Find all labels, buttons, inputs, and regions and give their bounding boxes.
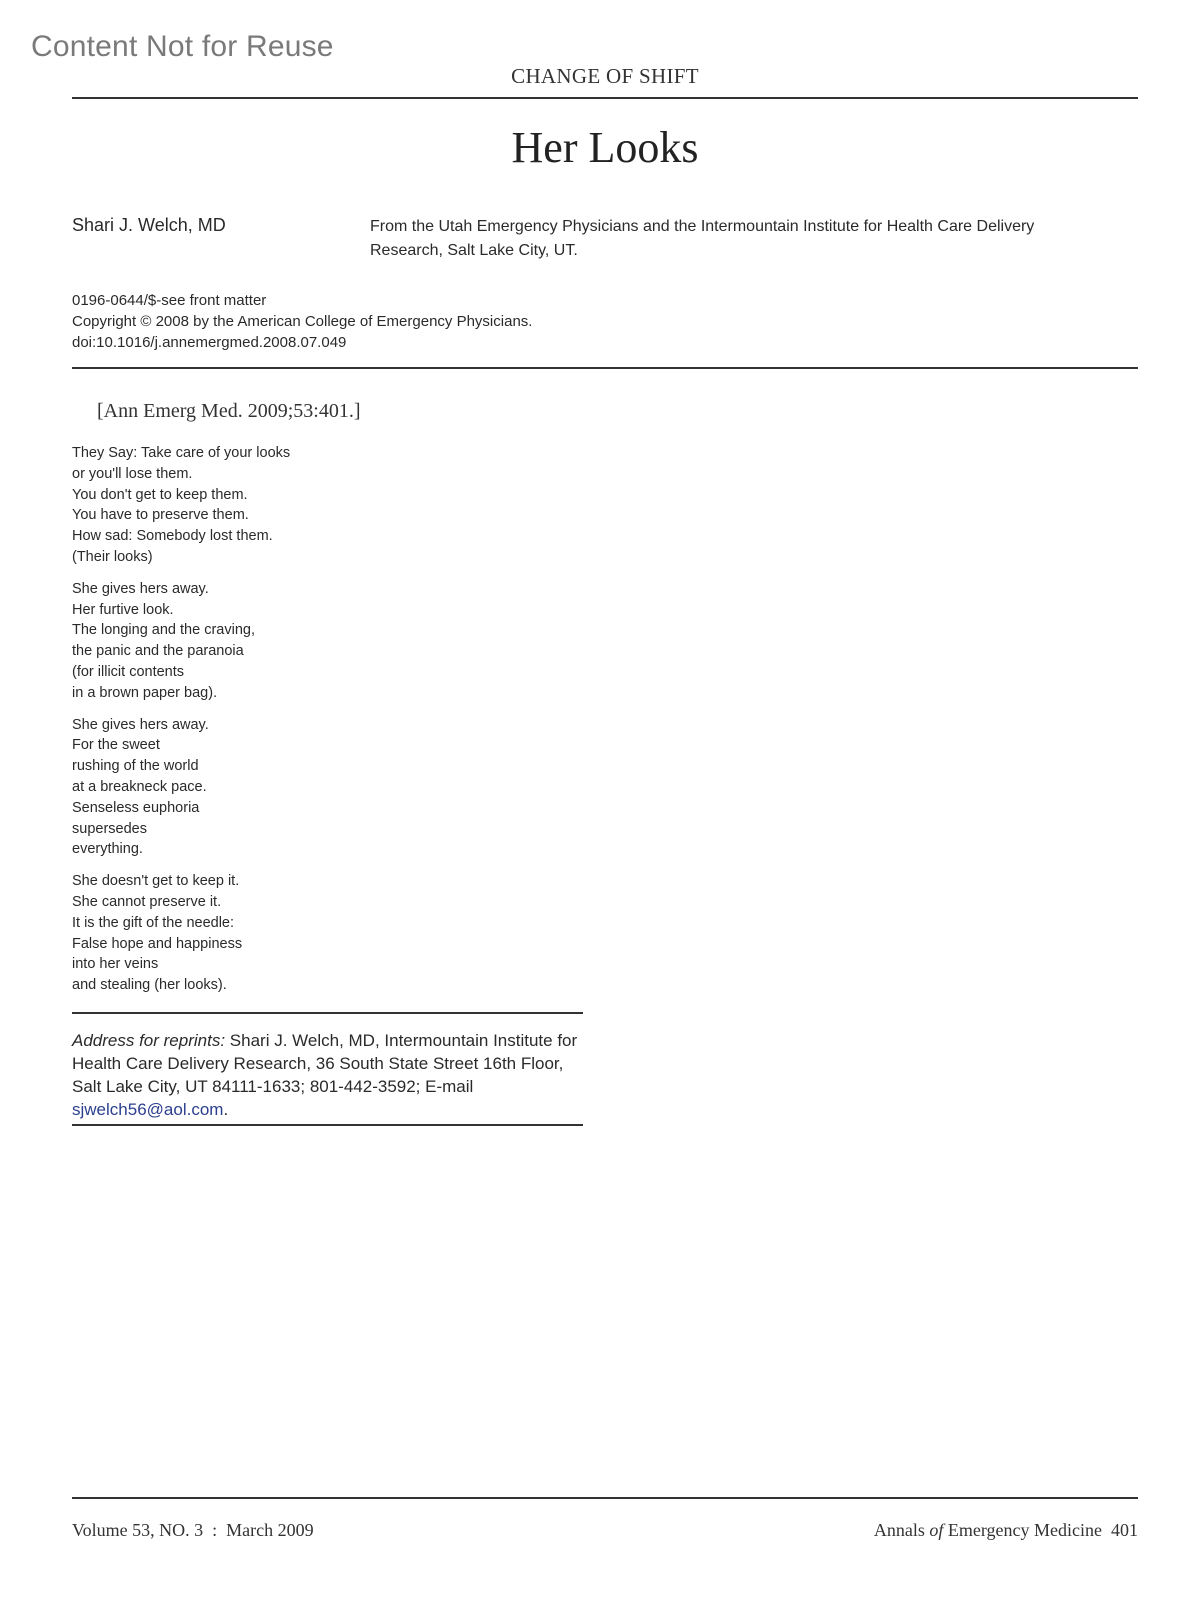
section-header: CHANGE OF SHIFT	[511, 64, 699, 88]
article-meta	[72, 290, 532, 353]
reprints-text: Shari J. Welch, MD, Intermountain Institute for Health Care Delivery Research, 36 South State Street 16th Floor, Salt Lake City, UT 84111-1633; 801-442-3592; E-mail	[72, 1031, 578, 1096]
reprints-email-link[interactable]: sjwelch56@aol.com	[72, 1100, 224, 1119]
reprints-top-rule	[72, 1012, 583, 1014]
poem-line: It is the gift of the needle:	[72, 914, 235, 931]
poem-stanza	[72, 579, 290, 704]
poem-line: You don't get to keep them.	[72, 486, 248, 503]
poem-line: She cannot preserve it.	[72, 893, 222, 910]
reprints-bottom-rule	[72, 1124, 583, 1126]
poem-line: (Their looks)	[72, 548, 153, 565]
page-number: 401	[1111, 1520, 1138, 1540]
poem-stanza	[72, 871, 290, 996]
poem-line: the panic and the paranoia	[72, 643, 244, 660]
author-name: Shari J. Welch, MD	[72, 215, 226, 235]
poem-line: Senseless euphoria	[72, 799, 200, 816]
watermark: Content Not for Reuse	[31, 30, 334, 63]
poem-line: or you'll lose them.	[72, 465, 193, 482]
journal-name-of: of	[929, 1520, 944, 1540]
header-rule	[72, 97, 1138, 99]
issn-line: 0196-0644/$-see front matter	[72, 292, 267, 309]
doi-line: doi:10.1016/j.annemergmed.2008.07.049	[72, 334, 347, 351]
citation: [Ann Emerg Med. 2009;53:401.]	[97, 400, 361, 422]
journal-name-pre: Annals	[873, 1520, 930, 1540]
poem-line: The longing and the craving,	[72, 622, 255, 639]
poem	[72, 443, 290, 1007]
meta-rule	[72, 367, 1138, 369]
poem-line: You have to preserve them.	[72, 507, 249, 524]
poem-line: She doesn't get to keep it.	[72, 873, 240, 890]
poem-line: False hope and happiness	[72, 935, 243, 952]
poem-line: supersedes	[72, 820, 147, 837]
poem-line: into her veins	[72, 956, 159, 973]
footer-rule	[72, 1497, 1138, 1499]
poem-stanza	[72, 443, 290, 568]
poem-line: at a breakneck pace.	[72, 778, 207, 795]
poem-line: everything.	[72, 841, 143, 858]
poem-line: She gives hers away.	[72, 580, 209, 597]
poem-line: For the sweet	[72, 737, 160, 754]
journal-name-post: Emergency Medicine	[943, 1520, 1102, 1540]
article-title: Her Looks	[511, 123, 699, 172]
poem-line: She gives hers away.	[72, 716, 209, 733]
poem-line: and stealing (her looks).	[72, 977, 227, 994]
poem-line: How sad: Somebody lost them.	[72, 528, 273, 545]
reprints-label: Address for reprints:	[72, 1031, 226, 1050]
poem-line: rushing of the world	[72, 758, 199, 775]
poem-line: They Say: Take care of your looks	[72, 445, 291, 461]
footer-journal	[874, 1520, 1138, 1541]
poem-line: in a brown paper bag).	[72, 684, 218, 701]
poem-line: (for illicit contents	[72, 663, 185, 680]
copyright-line: Copyright © 2008 by the American College of Emergency Physicians.	[72, 313, 533, 330]
author-affiliation: From the Utah Emergency Physicians and the Intermountain Institute for Health Care Delivery Research, Salt Lake City, UT.	[370, 218, 1035, 259]
footer-volume: Volume 53, NO. 3 : March 2009	[72, 1520, 314, 1540]
poem-stanza	[72, 715, 290, 861]
reprints-address	[72, 1029, 592, 1121]
poem-line: Her furtive look.	[72, 601, 174, 618]
reprints-end: .	[223, 1100, 229, 1119]
